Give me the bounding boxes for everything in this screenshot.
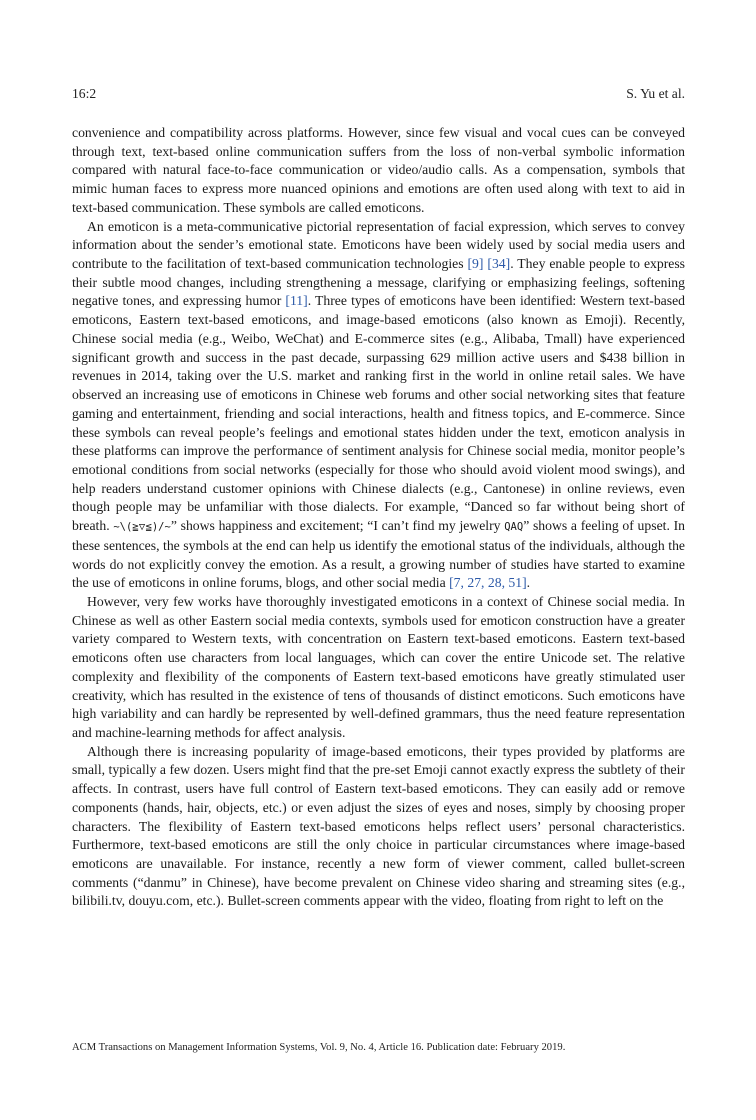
emoticon-happy: ~\(≧▽≦)/~ bbox=[113, 521, 171, 534]
citation-51[interactable]: 51 bbox=[508, 575, 523, 591]
body-text bbox=[72, 124, 685, 911]
paragraph-1: convenience and compatibility across platforms. However, since few visual and vocal cues can be conveyed through text, text-based online communication suffers from the loss of non-verbal symbolic information compared with natural face-to-face communication or video/audio calls. As a compensation, symbols that mimic human faces to express more nuanced opinions and emotions are often used along with text to aid in text-based communication. These symbols are called emoticons. bbox=[72, 125, 685, 215]
citation-7[interactable]: 7 bbox=[453, 575, 461, 591]
paragraph-3: However, very few works have thoroughly investigated emoticons in a context of Chinese social media. In Chinese as well as other Eastern social media contexts, symbols used for emoticon construction have a greater variety compared to Western texts, with concentration on Eastern text-based emoticons. Eastern text-based emoticons often use characters from local languages, which can cover the entire Unicode set. The relative complexity and flexibility of the components of Eastern text-based emoticons have greatly stimulated user creativity, which has resulted in the existence of tens of thousands of distinct emoticons. Such emoticons have high variability and can hardly be represented by well-defined grammars, thus the need feature representation and machine-learning methods for affect analysis. bbox=[72, 593, 685, 740]
emoticon-upset: QAQ bbox=[504, 521, 524, 534]
citation-11[interactable]: [11] bbox=[285, 293, 308, 309]
paragraph-4: Although there is increasing popularity of image-based emoticons, their types provided by platforms are small, typically a few dozen. Users might find that the pre-set Emoji cannot exactly express the subtlety of their affects. In contrast, users have full control of Eastern text-based emoticons. They can easily add or remove components (hands, hair, objects, etc.) or even adjust the sizes of eyes and noses, simply by choosing proper characters. The flexibility of Eastern text-based emoticons helps reflect users’ personal characteristics. Furthermore, text-based emoticons are still the only choice in particular circumstances where image-based emoticons are unavailable. For instance, recently a new form of viewer comment, called bullet-screen comments (“danmu” in Chinese), have become prevalent on Chinese video sharing and streaming sites (e.g., bilibili.tv, douyu.com, etc.). Bullet-screen comments appear with the video, floating from right to left on the bbox=[72, 743, 685, 909]
citation-28[interactable]: 28 bbox=[487, 575, 502, 591]
journal-footer: ACM Transactions on Management Information Systems, Vol. 9, No. 4, Article 16. Publication date: February 2019. bbox=[72, 1042, 566, 1053]
citation-27[interactable]: 27 bbox=[467, 575, 482, 591]
page-number: 16:2 bbox=[72, 86, 97, 101]
running-header bbox=[72, 86, 685, 104]
citation-34[interactable]: [34] bbox=[487, 256, 511, 272]
paragraph-2: An emoticon is a meta-communicative pictorial representation of facial expression, which serves to convey information about the sender’s emotional state. Emoticons have been widely used by social media users and contribute to the facilitation of text-based communication technologies [9] [34]. They enable people to express their subtle mood changes, including strengthening a message, clarifying or emphasizing feelings, softening negative tones, and expressing humor [11]. Three types of emoticons have been identified: Western text-based emoticons, Eastern text-based emoticons, and image-based emoticons (also known as Emoji). Recently, Chinese social media (e.g., Weibo, WeChat) and E-commerce sites (e.g., Alibaba, Tmall) have experienced significant growth and success in the past decade, surpassing 629 million active users and $438 billion in revenues in 2014, taking over the U.S. market and ranking first in the world in online retail sales. We have observed an increasing use of emoticons in Chinese web forums and other social networking sites that feature gaming and entertainment, friending and social interactions, health and fitness topics, and E-commerce. Since these symbols can reveal people’s feelings and emotional states hidden under the text, emoticon analysis in these platforms can improve the performance of sentiment analysis for Chinese social media, monitor people’s emotional conditions from social networks (especially for those who should avoid violent mood swings), and help readers understand customer opinions with Chinese dialects (e.g., Cantonese) in online reviews, even though people may be unfamiliar with those dialects. For example, “Danced so far without being short of breath. ~\(≧▽≦)/~” shows happiness and excitement; “I can’t find my jewelry QAQ” shows a feeling of upset. In these sentences, the symbols at the end can help us identify the emotional status of the individuals, although the words do not explicitly convey the emotion. As a result, a growing number of studies have started to examine the use of emoticons in online forums, blogs, and other social media [7, 27, 28, 51]. bbox=[72, 218, 686, 591]
citation-9[interactable]: [9] bbox=[467, 256, 484, 272]
running-authors: S. Yu et al. bbox=[626, 86, 685, 101]
